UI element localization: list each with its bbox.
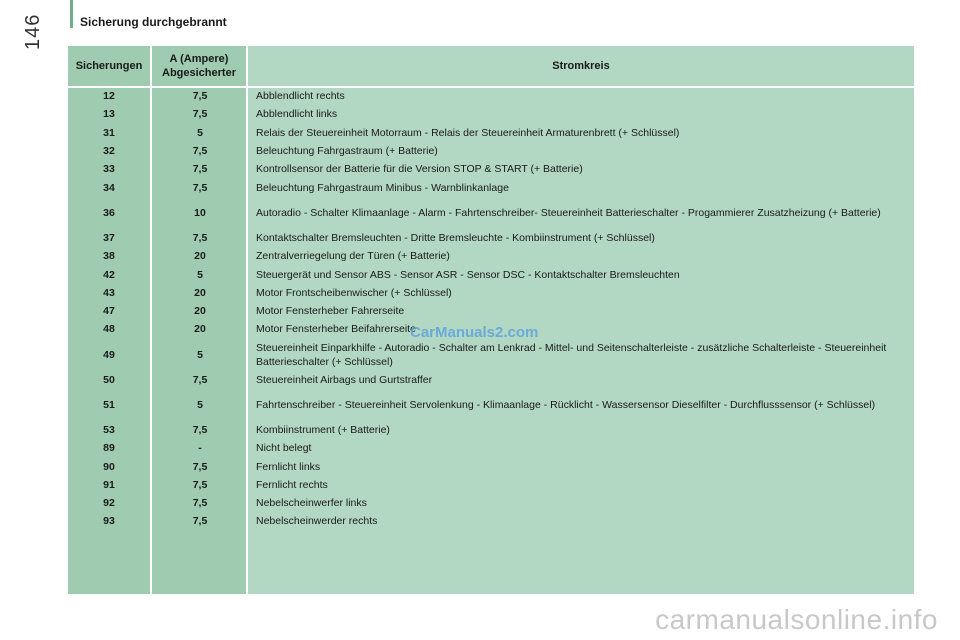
circuit-description: Motor Frontscheibenwischer (+ Schlüssel): [256, 286, 452, 299]
fuse-number: 36: [103, 206, 115, 219]
page-number-text: 146: [22, 13, 44, 50]
circuit-description: Beleuchtung Fahrgastraum Minibus - Warnblinkanlage: [256, 181, 509, 194]
header-circuit: Stromkreis: [552, 60, 610, 72]
table-row: [68, 105, 914, 123]
fuse-number: 12: [103, 90, 115, 103]
circuit-description: Abblendlicht rechts: [256, 90, 345, 103]
amperage: 20: [194, 250, 206, 263]
section-title: Sicherung durchgebrannt: [80, 15, 227, 29]
table-body: [68, 87, 914, 531]
table-row: [68, 476, 914, 494]
fuse-number: 31: [103, 126, 115, 139]
circuit-description: Motor Fensterheber Fahrerseite: [256, 305, 405, 318]
fuse-number: 92: [103, 497, 115, 510]
circuit-description: Fernlicht rechts: [256, 478, 328, 491]
circuit-description: Steuereinheit Airbags und Gurtstraffer: [256, 373, 433, 386]
fuse-number: 53: [103, 424, 115, 436]
fuse-number: 50: [103, 373, 115, 386]
page-number: [22, 14, 45, 50]
fuse-number: 93: [103, 515, 115, 528]
header-amps-line1: A (Ampere): [169, 53, 229, 65]
table-row: [68, 197, 914, 229]
fuse-number: 34: [103, 181, 115, 194]
amperage: 7,5: [192, 90, 208, 103]
table-row: [68, 142, 914, 160]
table-row: [68, 421, 914, 439]
table-row: [68, 494, 914, 512]
table-row: [68, 284, 914, 302]
table-row: [68, 124, 914, 142]
circuit-description: Nebelscheinwerfer links: [256, 497, 367, 510]
fuse-number: 90: [103, 460, 115, 473]
circuit-description: Beleuchtung Fahrgastraum (+ Batterie): [256, 145, 438, 158]
header-amps: [152, 46, 246, 86]
circuit-description: Nebelscheinwerder rechts: [256, 515, 378, 528]
watermark-footer: carmanualsonline.info: [655, 604, 938, 635]
fuse-number: 49: [103, 348, 115, 361]
circuit-description: Abblendlicht links: [256, 108, 338, 121]
fuse-number: 38: [103, 250, 115, 263]
circuit-description: Nicht belegt: [256, 442, 312, 455]
amperage: 7,5: [192, 181, 208, 194]
table-row: [68, 371, 914, 389]
watermark-overlay: CarManuals2.com: [410, 324, 539, 341]
fuse-number: 47: [103, 305, 115, 318]
table-row: [68, 457, 914, 475]
amperage: 7,5: [192, 460, 208, 473]
circuit-description: Autoradio - Schalter Klimaanlage - Alarm - Fahrtenschreiber- Steuereinheit Batterieschalter - Progammierer Zusatzheizung (+ Batterie): [256, 206, 881, 219]
circuit-description: Kontrollsensor der Batterie für die Version STOP & START (+ Batterie): [256, 163, 583, 176]
amperage: 7,5: [192, 231, 208, 244]
fuse-number: 89: [103, 442, 115, 455]
amperage: 7,5: [192, 145, 208, 158]
fuse-number: 33: [103, 163, 115, 176]
circuit-description: Zentralverriegelung der Türen (+ Batterie): [256, 250, 450, 263]
table-row: [68, 512, 914, 530]
amperage: 5: [197, 268, 203, 281]
table-row: [68, 389, 914, 421]
circuit-description: Fernlicht links: [256, 460, 321, 473]
circuit-description: Fahrtenschreiber - Steuereinheit Servolenkung - Klimaanlage - Rücklicht - Wassersensor Dieselfilter - Durchflusssensor (+ Schlüssel): [256, 398, 876, 411]
fuse-number: 13: [103, 108, 115, 121]
circuit-description: Kombiinstrument (+ Batterie): [256, 424, 390, 436]
table-row: [68, 229, 914, 247]
amperage: 7,5: [192, 497, 208, 510]
amperage: 5: [197, 348, 203, 361]
table-row: [68, 247, 914, 265]
fuse-number: 43: [103, 286, 115, 299]
fuse-number: 48: [103, 323, 115, 336]
fuse-number: 91: [103, 478, 115, 491]
circuit-description: Relais der Steuereinheit Motorraum - Relais der Steuereinheit Armaturenbrett (+ Schlüssel): [256, 126, 680, 139]
header-amps-line2: Abgesicherter: [162, 67, 236, 79]
table-header: [68, 46, 914, 86]
table-row: [68, 302, 914, 320]
fuse-number: 42: [103, 268, 115, 281]
fuse-number: 51: [103, 398, 115, 411]
amperage: 7,5: [192, 478, 208, 491]
amperage: 7,5: [192, 163, 208, 176]
amperage: -: [198, 442, 202, 455]
amperage: 7,5: [192, 424, 208, 436]
circuit-description: Motor Fensterheber Beifahrerseite: [256, 323, 416, 336]
fuse-number: 37: [103, 231, 115, 244]
amperage: 5: [197, 398, 203, 411]
header-fuses: Sicherungen: [75, 60, 143, 72]
amperage: 7,5: [192, 108, 208, 121]
table-row: [68, 265, 914, 283]
fuse-number: 32: [103, 145, 115, 158]
table-row: [68, 87, 914, 105]
table-row: [68, 178, 914, 196]
amperage: 20: [194, 305, 206, 318]
circuit-description: Kontaktschalter Bremsleuchten - Dritte Bremsleuchte - Kombiinstrument (+ Schlüssel): [256, 231, 655, 244]
section-accent-bar: [70, 0, 73, 28]
table-row: [68, 160, 914, 178]
circuit-description: Steuereinheit Einparkhilfe - Autoradio - Schalter am Lenkrad - Mittel- und Seitenschalterleiste - zusätzliche Schalterleiste - Steuereinheit Batterieschalter (+ Schlüssel): [256, 341, 887, 368]
amperage: 5: [197, 126, 203, 139]
fuse-table: [68, 46, 914, 594]
amperage: 7,5: [192, 515, 208, 528]
table-row: [68, 439, 914, 457]
amperage: 20: [194, 323, 206, 336]
circuit-description: Steuergerät und Sensor ABS - Sensor ASR - Sensor DSC - Kontaktschalter Bremsleuchten: [256, 268, 680, 281]
amperage: 10: [194, 206, 206, 219]
amperage: 7,5: [192, 373, 208, 386]
table-row: [68, 339, 914, 371]
amperage: 20: [194, 286, 206, 299]
